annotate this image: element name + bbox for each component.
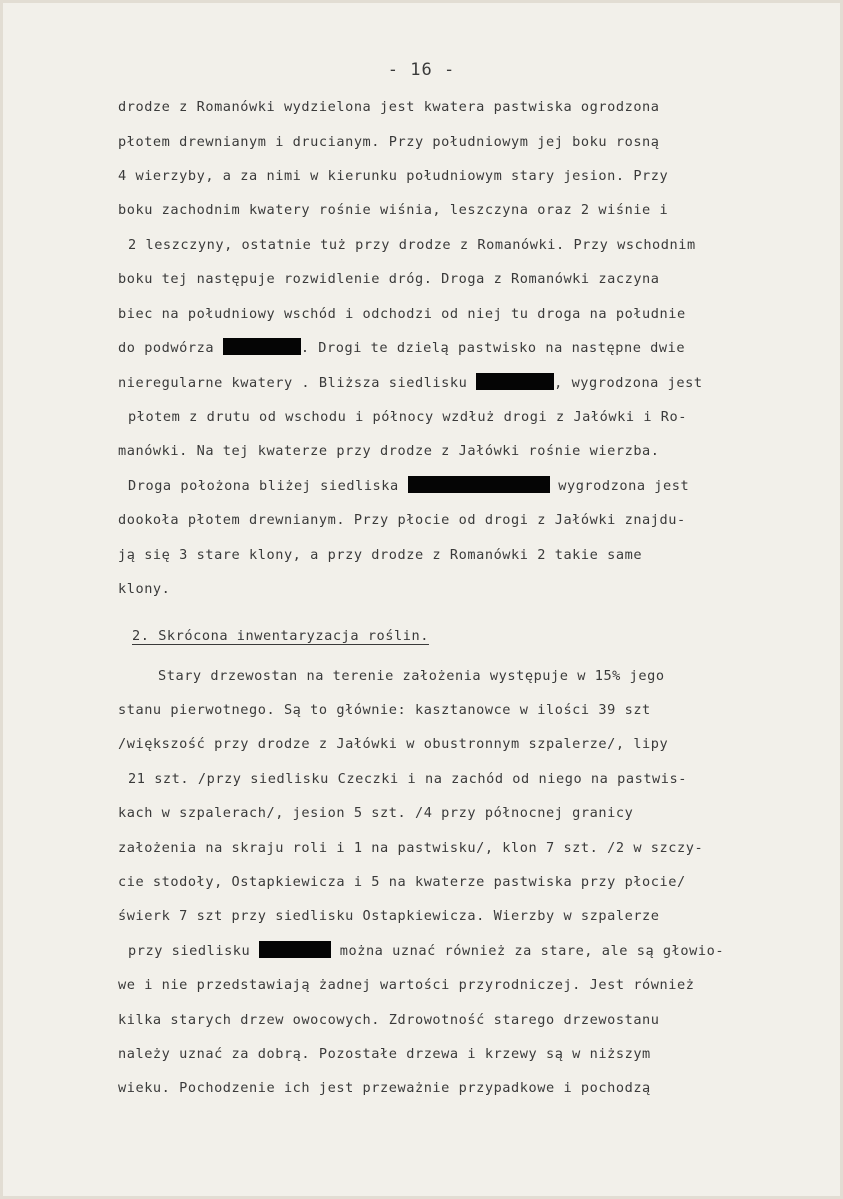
text-line: biec na południowy wschód i odchodzi od niej tu droga na południe xyxy=(118,306,686,322)
page-number: - 16 - xyxy=(387,60,456,80)
redaction-bar xyxy=(259,941,331,958)
text-line: cie stodoły, Ostapkiewicza i 5 na kwaterze pastwiska przy płocie/ xyxy=(118,874,686,890)
text-line: manówki. Na tej kwaterze przy drodze z Jałówki rośnie wierzba. xyxy=(118,443,660,459)
text-line: przy siedlisku można uznać również za stare, ale są głowio- xyxy=(128,943,725,959)
redaction-bar xyxy=(408,476,550,493)
text-line: świerk 7 szt przy siedlisku Ostapkiewicza. Wierzby w szpalerze xyxy=(118,908,660,924)
text-line: płotem z drutu od wschodu i północy wzdłuż drogi z Jałówki i Ro- xyxy=(128,409,687,425)
text-line: dookoła płotem drewnianym. Przy płocie od drogi z Jałówki znajdu- xyxy=(118,512,686,528)
text-line: należy uznać za dobrą. Pozostałe drzewa i krzewy są w niższym xyxy=(118,1046,651,1062)
text-line: do podwórza . Drogi te dzielą pastwisko na następne dwie xyxy=(118,340,686,356)
section-heading: 2. Skrócona inwentaryzacja roślin. xyxy=(132,628,429,644)
text-line: wieku. Pochodzenie ich jest przeważnie przypadkowe i pochodzą xyxy=(118,1080,651,1096)
text-line: ją się 3 stare klony, a przy drodze z Romanówki 2 takie same xyxy=(118,547,643,563)
redaction-bar xyxy=(223,338,301,355)
text-line: boku zachodnim kwatery rośnie wiśnia, leszczyna oraz 2 wiśnie i xyxy=(118,202,669,218)
text-line: klony. xyxy=(118,581,171,597)
redaction-bar xyxy=(476,373,554,390)
text-line: Stary drzewostan na terenie założenia występuje w 15% jego xyxy=(158,668,665,684)
text-line: założenia na skraju roli i 1 na pastwisku/, klon 7 szt. /2 w szczy- xyxy=(118,840,704,856)
text-line: boku tej następuje rozwidlenie dróg. Droga z Romanówki zaczyna xyxy=(118,271,660,287)
text-line: 21 szt. /przy siedlisku Czeczki i na zachód od niego na pastwis- xyxy=(128,771,687,787)
text-line: Droga położona bliżej siedliska wygrodzona jest xyxy=(128,478,690,494)
text-line: płotem drewnianym i drucianym. Przy południowym jej boku rosną xyxy=(118,134,660,150)
text-line: kilka starych drzew owocowych. Zdrowotność starego drzewostanu xyxy=(118,1012,660,1028)
text-line: drodze z Romanówki wydzielona jest kwatera pastwiska ogrodzona xyxy=(118,99,660,115)
text-line: kach w szpalerach/, jesion 5 szt. /4 przy północnej granicy xyxy=(118,805,634,821)
text-line: nieregularne kwatery . Bliższa siedlisku , wygrodzona jest xyxy=(118,375,703,391)
text-line: 4 wierzyby, a za nimi w kierunku południowym stary jesion. Przy xyxy=(118,168,669,184)
text-line: stanu pierwotnego. Są to głównie: kasztanowce w ilości 39 szt xyxy=(118,702,651,718)
text-line: 2 leszczyny, ostatnie tuż przy drodze z Romanówki. Przy wschodnim xyxy=(128,237,696,253)
text-line: /większość przy drodze z Jałówki w obustronnym szpalerze/, lipy xyxy=(118,736,669,752)
text-line: we i nie przedstawiają żadnej wartości przyrodniczej. Jest również xyxy=(118,977,695,993)
